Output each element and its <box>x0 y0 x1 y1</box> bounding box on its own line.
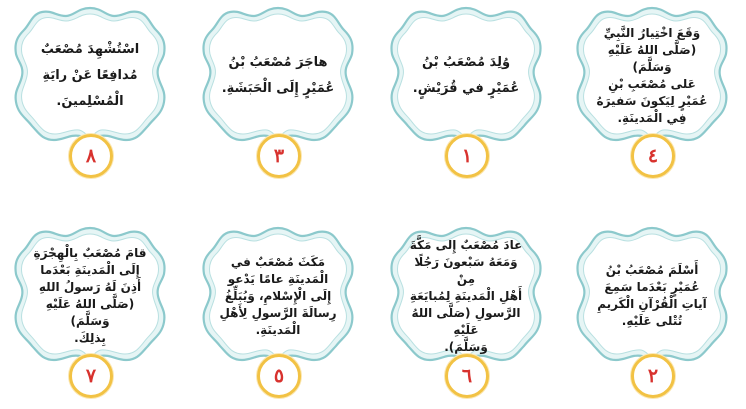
card-text: هاجَرَ مُصْعَبُ بْنُ عُمَيْرٍ إِلَى الْحَبَشَةِ. <box>221 55 335 96</box>
event-card <box>10 222 170 397</box>
card-text: مَكَثَ مُصْعَبٌ في الْمَدينَةِ عامًا يَدْعو إِلَى الْإِسْلامِ، وَيُبَلِّغُ رِسالَةَ الرَّسولِ لِأَهْلِ الْمَدينَةِ. <box>219 254 337 337</box>
event-card <box>386 222 546 397</box>
event-card <box>572 222 732 397</box>
order-number-badge: ٦ <box>445 354 489 398</box>
card-text: وَقَعَ اخْتِيارُ النَّبِيِّ (صَلَّى اللهُ عَلَيْهِ وَسَلَّمَ) عَلى مُصْعَبِ بْنِ عُمَيْرٍ لِيَكونَ سَفيرَهُ فِي الْمَدينَةِ. <box>596 26 708 125</box>
card-text: وُلِدَ مُصْعَبُ بْنُ عُمَيْرٍ في قُرَيْشٍ. <box>412 55 520 96</box>
event-card <box>572 2 732 177</box>
order-number-badge: ١ <box>445 134 489 178</box>
event-card <box>10 2 170 177</box>
card-text: أَسْلَمَ مُصْعَبُ بْنُ عُمَيْرٍ بَعْدَما سَمِعَ آياتِ الْقُرْآنِ الْكَريمِ تُتْلى عَلَيْهِ. <box>597 263 707 328</box>
event-card <box>198 222 358 397</box>
card-text: قامَ مُصْعَبٌ بِالْهِجْرَةِ إِلَى الْمَدينَةِ بَعْدَما أَذِنَ لَهُ رَسولُ اللهِ (صَلَّى اللهُ عَلَيْهِ وَسَلَّمَ) بِذلِكَ. <box>33 246 147 345</box>
event-card <box>198 2 358 177</box>
order-number-badge: ٧ <box>69 354 113 398</box>
order-number-badge: ٢ <box>631 354 675 398</box>
order-number-badge: ٤ <box>631 134 675 178</box>
order-number-badge: ٨ <box>69 134 113 178</box>
event-card <box>386 2 546 177</box>
order-number-badge: ٣ <box>257 134 301 178</box>
card-text: عادَ مُصْعَبٌ إِلى مَكَّةَ وَمَعَهُ سَبْعونَ رَجُلًا مِنْ أَهْلِ الْمَدينَةِ لِمُبايَعَةِ الرَّسولِ (صَلَّى اللهُ عَلَيْهِ وَسَلَّمَ). <box>409 237 523 354</box>
order-number-badge: ٥ <box>257 354 301 398</box>
card-text: اسْتُشْهِدَ مُصْعَبٌ مُدافِعًا عَنْ رايَةِ الْمُسْلِمينَ. <box>40 42 140 109</box>
